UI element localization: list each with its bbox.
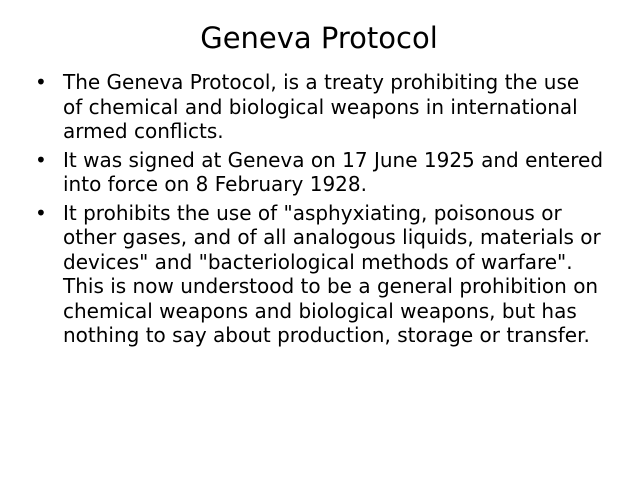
slide-title: Geneva Protocol xyxy=(200,21,438,55)
bullet-item xyxy=(34,70,604,144)
bullet-item xyxy=(34,201,604,348)
bullet-list xyxy=(34,70,604,352)
bullet-text: It was signed at Geneva on 17 June 1925 and entered into force on 8 February 1928. xyxy=(63,147,604,196)
bullet-dot-icon: • xyxy=(35,70,47,94)
bullet-text: It prohibits the use of "asphyxiating, poisonous or other gases, and of all analogous liquids, materials or devices" and "bacteriological methods of warfare". This is now understood to be a general prohibition on chemical weapons and biological weapons, but has nothing to say about production, storage or transfer. xyxy=(63,200,601,347)
bullet-dot-icon: • xyxy=(35,200,47,225)
bullet-text: The Geneva Protocol, is a treaty prohibiting the use of chemical and biological weapons in international armed conflicts. xyxy=(63,70,580,143)
bullet-item xyxy=(34,148,604,197)
bullet-dot-icon: • xyxy=(35,147,47,172)
